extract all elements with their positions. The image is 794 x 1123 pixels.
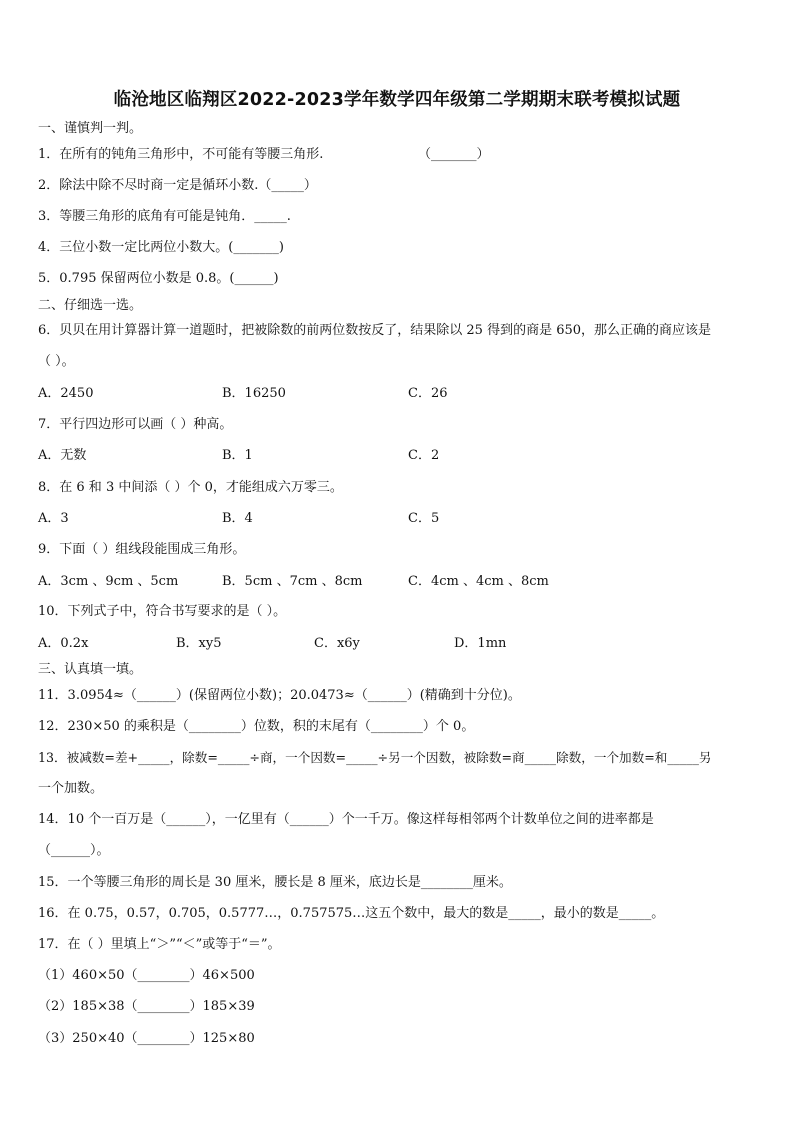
question-8-option-b: B．4	[222, 511, 253, 526]
question-12: 12．230×50 的乘积是（________）位数，积的末尾有（________）个 0。	[38, 719, 475, 734]
question-10: 10．下列式子中，符合书写要求的是（ ）。	[38, 604, 287, 619]
question-2: 2．除法中除不尽时商一定是循环小数.（_____）	[38, 178, 317, 193]
section-heading-judge: 一、谨慎判一判。	[38, 121, 143, 136]
question-10-option-c: C．x6y	[314, 636, 360, 651]
question-10-option-d: D．1mn	[454, 636, 507, 651]
question-14-continued: （______）。	[38, 843, 110, 858]
question-1-answer-blank: （_______）	[418, 147, 490, 162]
question-9: 9．下面（ ）组线段能围成三角形。	[38, 542, 246, 557]
question-9-option-c: C．4cm 、4cm 、8cm	[408, 574, 549, 589]
question-15: 15．一个等腰三角形的周长是 30 厘米，腰长是 8 厘米，底边长是________厘米。	[38, 875, 512, 890]
question-1: 1．在所有的钝角三角形中，不可能有等腰三角形.	[38, 147, 324, 162]
question-8-option-a: A．3	[38, 511, 69, 526]
question-7: 7．平行四边形可以画（ ）种高。	[38, 417, 233, 432]
question-14: 14．10 个一百万是（______），一亿里有（______）个一千万。像这样每相邻两个计数单位之间的进率都是	[38, 812, 654, 827]
question-7-option-b: B．1	[222, 448, 253, 463]
question-3: 3．等腰三角形的底角有可能是钝角．_____.	[38, 209, 291, 224]
question-10-option-a: A．0.2x	[38, 636, 89, 651]
question-17-item-3: （3）250×40（________）125×80	[38, 1031, 255, 1046]
question-16: 16．在 0.75，0.57，0.705，0.5777…，0.757575…这五个数中，最大的数是_____，最小的数是_____。	[38, 906, 665, 921]
question-6-option-c: C．26	[408, 386, 448, 401]
question-17-item-2: （2）185×38（________）185×39	[38, 999, 255, 1014]
question-6-continued: （ ）。	[38, 354, 75, 369]
question-6: 6．贝贝在用计算器计算一道题时，把被除数的前两位数按反了，结果除以 25 得到的商是 650，那么正确的商应该是	[38, 323, 712, 338]
question-8: 8．在 6 和 3 中间添（ ）个 0，才能组成六万零三。	[38, 480, 343, 495]
question-10-option-b: B．xy5	[176, 636, 222, 651]
question-17-item-1: （1）460×50（________）46×500	[38, 968, 255, 983]
question-9-option-a: A．3cm 、9cm 、5cm	[38, 574, 179, 589]
question-6-option-b: B．16250	[222, 386, 286, 401]
question-13: 13．被减数=差+_____，除数=_____÷商，一个因数=_____÷另一个因数，被除数=商_____除数，一个加数=和_____另	[38, 750, 712, 765]
section-heading-fill: 三、认真填一填。	[38, 662, 143, 677]
question-11: 11．3.0954≈（______）(保留两位小数)；20.0473≈（______）(精确到十分位)。	[38, 688, 521, 703]
page-title: 临沧地区临翔区2022-2023学年数学四年级第二学期期末联考模拟试题	[113, 90, 681, 110]
question-6-option-a: A．2450	[38, 386, 94, 401]
question-4: 4．三位小数一定比两位小数大。(_______)	[38, 240, 284, 255]
section-heading-choose: 二、仔细选一选。	[38, 298, 143, 313]
question-9-option-b: B．5cm 、7cm 、8cm	[222, 574, 363, 589]
question-5: 5．0.795 保留两位小数是 0.8。(______)	[38, 271, 279, 286]
question-8-option-c: C．5	[408, 511, 440, 526]
question-7-option-a: A．无数	[38, 448, 87, 463]
question-7-option-c: C．2	[408, 448, 440, 463]
question-17: 17．在（ ）里填上“＞”“＜”或等于“＝”。	[38, 937, 281, 952]
question-13-continued: 一个加数。	[38, 781, 104, 796]
